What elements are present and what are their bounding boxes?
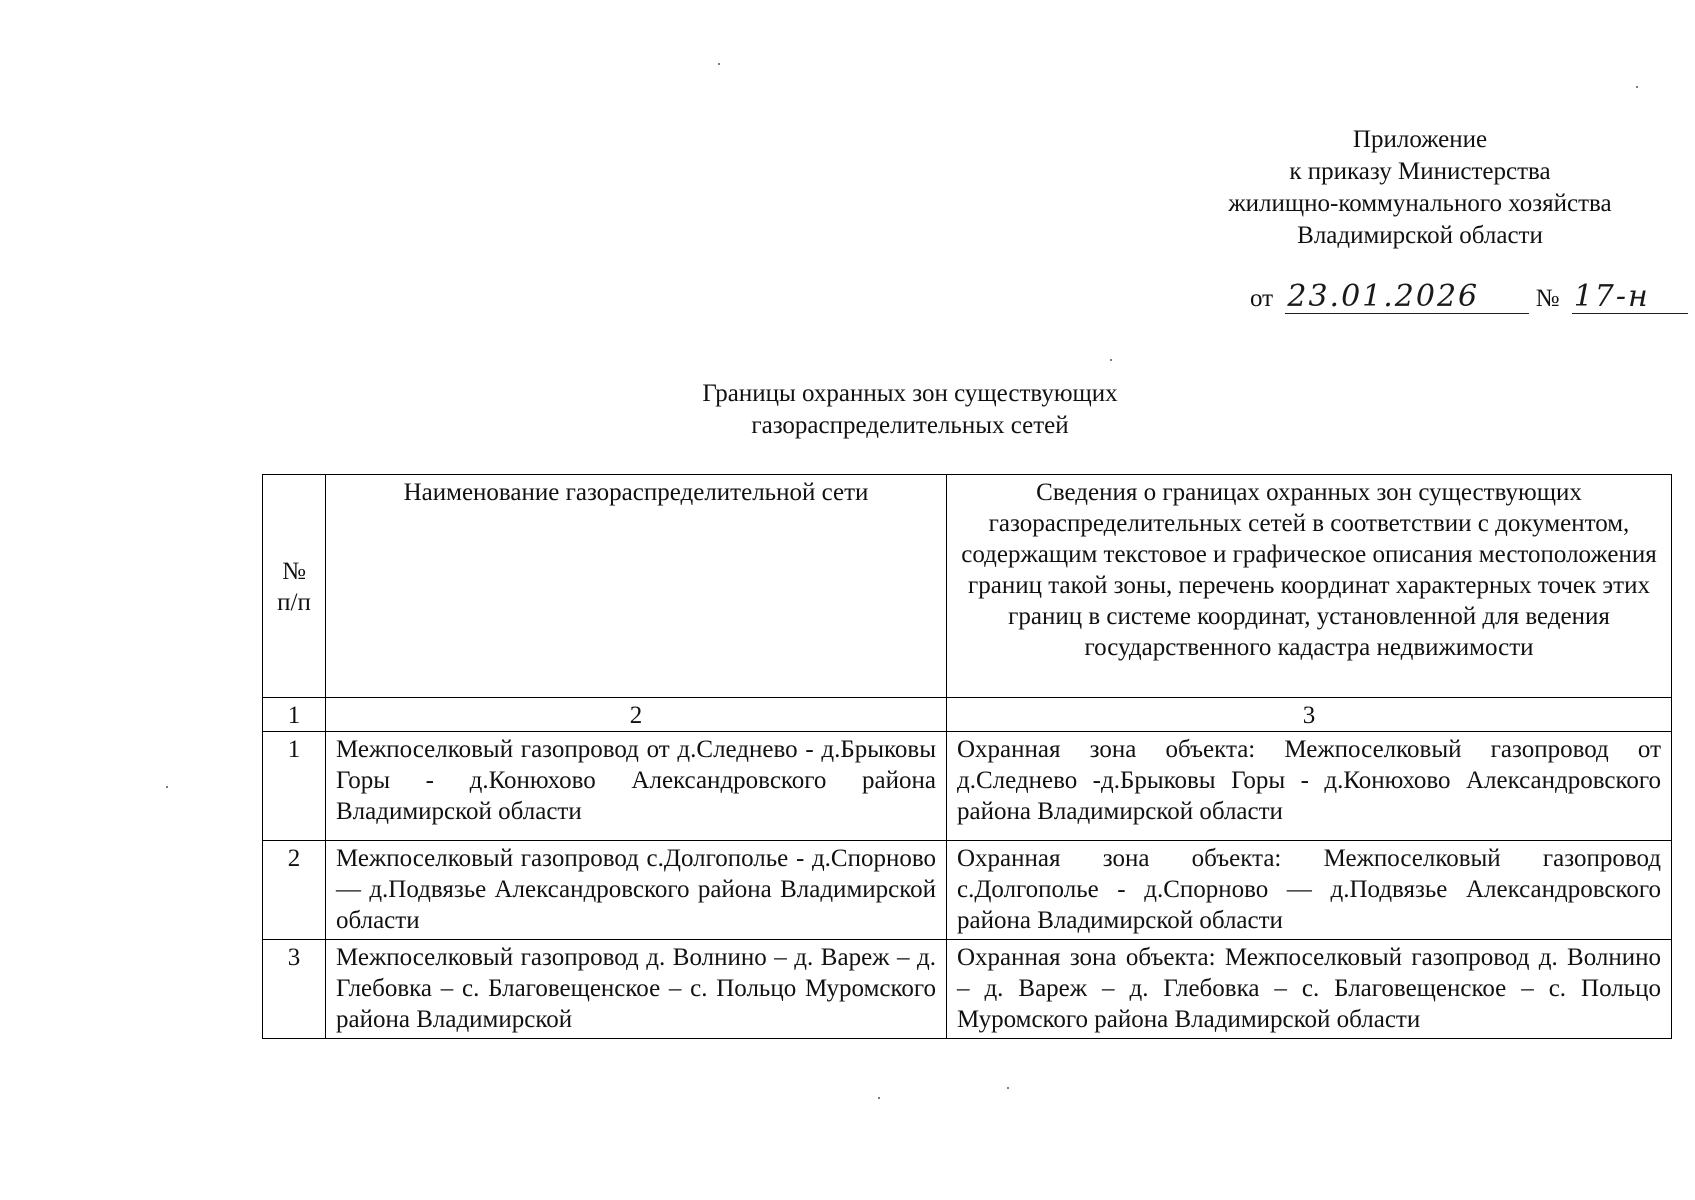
title-line-2: газораспределительных сетей: [751, 412, 1069, 439]
handwritten-number: 17-н: [1573, 279, 1650, 314]
scan-speck: [878, 1097, 880, 1099]
table-header-row: [263, 475, 1672, 698]
from-label: от: [1250, 285, 1274, 312]
column-number: 3: [947, 698, 1672, 732]
header-line-appendix: Приложение: [1352, 126, 1488, 153]
table-row: [263, 841, 1672, 940]
row-number: 2: [263, 841, 326, 940]
network-name: Межпоселковый газопровод с.Долгополье - д.Спорново — д.Подвязье Александровского района Владимирской области: [326, 841, 947, 940]
number-sign: №: [1535, 285, 1560, 312]
handwritten-date: 23.01.2026: [1287, 279, 1480, 314]
document-title: [600, 378, 1220, 442]
header-line-ministry: жилищно-коммунального хозяйства: [1228, 190, 1612, 217]
table-row: [263, 940, 1672, 1039]
title-line-1: Границы охранных зон существующих: [702, 380, 1118, 407]
date-underline: [1285, 279, 1529, 314]
column-number: 2: [326, 698, 947, 732]
header-name: Наименование газораспределительной сети: [326, 475, 947, 698]
scan-speck: [718, 63, 720, 65]
protection-zones-table: [262, 474, 1672, 1039]
row-number: 3: [263, 940, 326, 1039]
network-name: Межпоселковый газопровод д. Волнино – д. Вареж – д. Глебовка – с. Благовещенское – с. Польцо Муромского района Владимирской: [326, 940, 947, 1039]
zone-info: Охранная зона объекта: Межпоселковый газопровод с.Долгополье - д.Спорново — д.Подвязье Александровского района Владимирской области: [947, 841, 1672, 940]
header-line-region: Владимирской области: [1297, 222, 1543, 249]
zone-info: Охранная зона объекта: Межпоселковый газопровод от д.Следнево -д.Брыковы Горы - д.Конюхово Александровского района Владимирской области: [947, 732, 1672, 841]
zone-info: Охранная зона объекта: Межпоселковый газопровод д. Волнино – д. Вареж – д. Глебовка – с. Благовещенское – с. Польцо Муромского района Владимирской области: [947, 940, 1672, 1039]
order-date-number: [1250, 279, 1688, 314]
column-number: 1: [263, 698, 326, 732]
network-name: Межпоселковый газопровод от д.Следнево - д.Брыковы Горы - д.Конюхово Александровского района Владимирской области: [326, 732, 947, 841]
scan-speck: [166, 786, 168, 788]
header-line-order: к приказу Министерства: [1289, 158, 1551, 185]
header-info: Сведения о границах охранных зон существующих газораспределительных сетей в соответствии с документом, содержащим текстовое и графическое описания местоположения границ такой зоны, перечень координат характерных точек этих границ в системе координат, установленной для ведения государственного кадастра недвижимости: [947, 475, 1672, 698]
table-row: [263, 732, 1672, 841]
row-number: 1: [263, 732, 326, 841]
number-underline: [1572, 279, 1688, 314]
scan-speck: [1636, 86, 1638, 88]
scan-speck: [1007, 1087, 1009, 1089]
header-num: № п/п: [263, 475, 326, 698]
column-number-row: [263, 698, 1672, 732]
scan-speck: [1110, 359, 1112, 361]
approval-header: [1190, 124, 1650, 252]
